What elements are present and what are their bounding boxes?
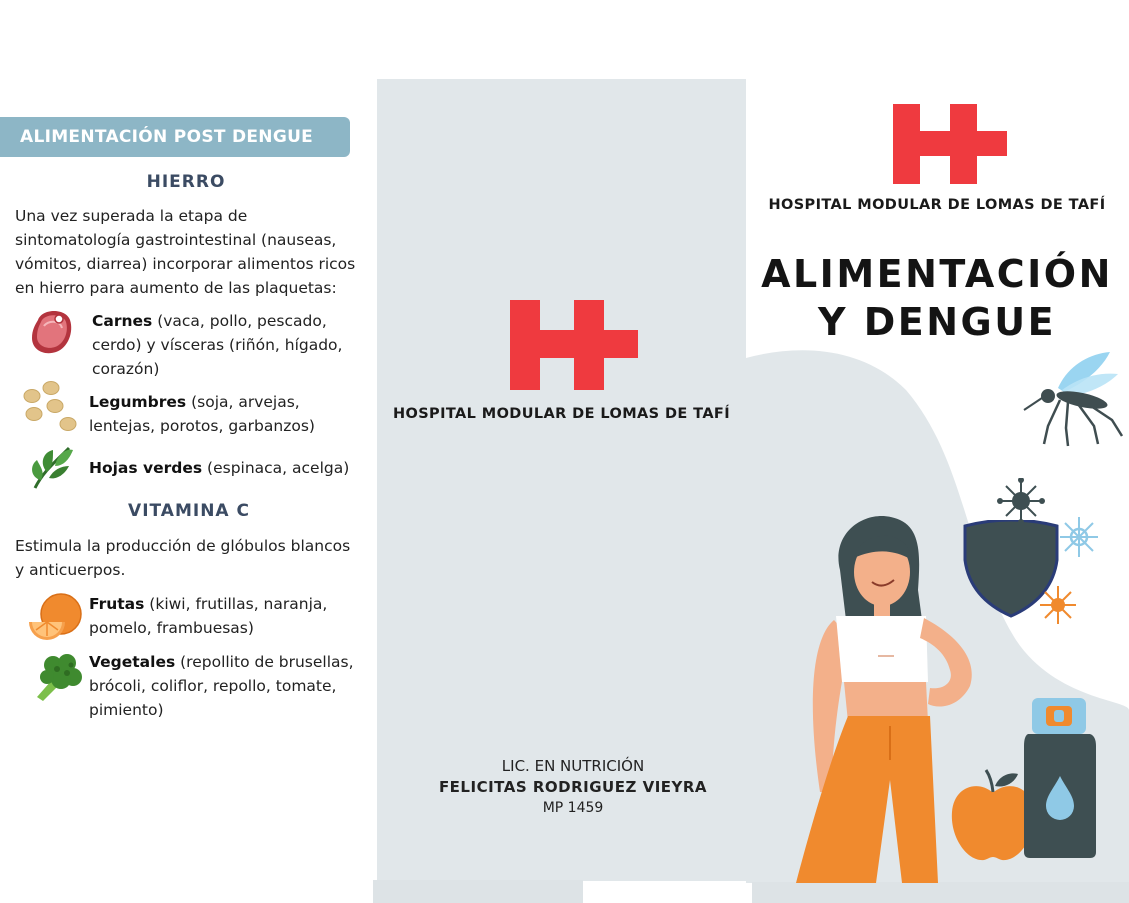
section-banner: ALIMENTACIÓN POST DENGUE [0,117,350,157]
virus-icon [1038,584,1078,626]
vitamin-c-heading: VITAMINA C [128,501,250,521]
main-title [752,250,1122,346]
item-detail: (kiwi, frutillas, naranja, [144,595,328,613]
iron-intro-line: en hierro para aumento de las plaquetas: [15,279,337,297]
mosquito-icon [1018,348,1126,448]
meat-icon [28,306,76,358]
vitamin-c-intro [15,534,375,582]
item-detail: (repollito de brusellas, [175,653,354,671]
item-detail: pomelo, frambuesas) [89,619,254,637]
orange-icon [27,592,83,640]
item-detail: (vaca, pollo, pescado, [152,312,327,330]
virus-icon [996,478,1046,524]
item-detail: brócoli, coliflor, repollo, tomate, [89,677,337,695]
panel-edge [752,882,1129,903]
item-detail: pimiento) [89,701,164,719]
credit-mp: MP 1459 [542,800,604,816]
legumes-icon [22,380,82,436]
item-hojas-verdes [89,456,364,480]
item-carnes [92,309,362,381]
item-frutas [89,592,364,640]
item-detail: (soja, arvejas, [186,393,300,411]
hospital-logo-icon [510,300,638,390]
vitamin-intro-line: Estimula la producción de glóbulos blancos [15,537,351,555]
credits [377,756,769,819]
item-bold: Frutas [89,595,145,613]
hospital-logo-icon [893,104,1007,184]
panel-edge [373,880,583,903]
iron-intro [15,204,375,300]
item-detail: lentejas, porotos, garbanzos) [89,417,315,435]
item-bold: Legumbres [89,393,187,411]
iron-intro-line: sintomatología gastrointestinal (nauseas, [15,231,337,249]
water-bottle-icon [1020,696,1100,860]
credit-name: FELICITAS RODRIGUEZ VIEYRA [438,778,708,796]
item-detail: (espinaca, acelga) [202,459,350,477]
item-detail: corazón) [92,360,160,378]
virus-icon [1058,514,1100,560]
main-title-line: ALIMENTACIÓN [761,252,1113,296]
iron-intro-line: vómitos, diarrea) incorporar alimentos ricos [15,255,356,273]
credit-title: LIC. EN NUTRICIÓN [501,757,645,775]
iron-heading: HIERRO [146,172,226,192]
main-title-line: Y DENGUE [817,300,1057,344]
hospital-name: HOSPITAL MODULAR DE LOMAS DE TAFÍ [392,406,731,422]
item-legumbres [89,390,364,438]
item-bold: Vegetales [89,653,176,671]
item-vegetales [89,650,364,722]
leaf-icon [27,442,75,492]
hospital-name: HOSPITAL MODULAR DE LOMAS DE TAFÍ [768,197,1106,213]
vitamin-intro-line: y anticuerpos. [15,561,126,579]
item-detail: cerdo) y vísceras (riñón, hígado, [92,336,343,354]
iron-intro-line: Una vez superada la etapa de [15,207,248,225]
broccoli-icon [31,651,83,703]
item-bold: Carnes [92,312,153,330]
item-bold: Hojas verdes [89,459,203,477]
